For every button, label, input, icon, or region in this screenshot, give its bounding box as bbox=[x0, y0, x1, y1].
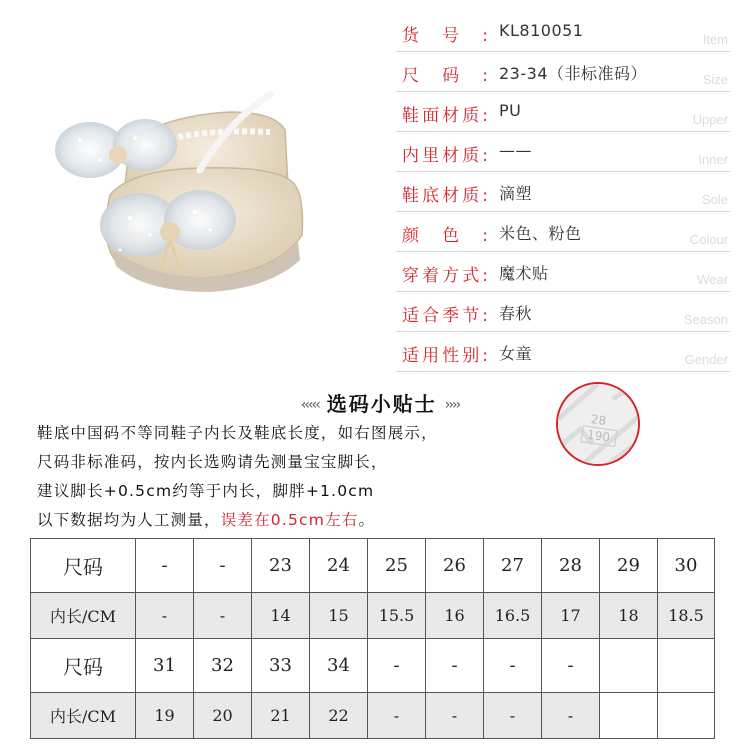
sole-closeup-image bbox=[556, 382, 640, 466]
spec-label: 尺码: bbox=[402, 66, 488, 86]
table-cell: 26 bbox=[426, 539, 484, 593]
spec-row-colour bbox=[396, 212, 730, 252]
table-cell: - bbox=[136, 593, 194, 639]
table-cell: - bbox=[368, 639, 426, 693]
tip-line-4-end: 。 bbox=[358, 511, 376, 529]
spec-row-sole bbox=[396, 172, 730, 212]
shoe-product-image bbox=[20, 20, 370, 350]
table-cell: - bbox=[542, 639, 600, 693]
tips-title bbox=[270, 388, 490, 417]
spec-value: 23-34（非标准码） bbox=[499, 64, 647, 83]
spec-value: —— bbox=[499, 141, 532, 160]
tip-line-3: 建议脚长+0.5cm约等于内长，脚胖+1.0cm bbox=[37, 482, 375, 500]
tip-line-4 bbox=[37, 508, 375, 530]
spec-label: 穿着方式: bbox=[402, 266, 488, 286]
table-row bbox=[31, 593, 715, 639]
table-cell: 23 bbox=[252, 539, 310, 593]
spec-english-label: Wear bbox=[697, 272, 728, 287]
spec-row-wear bbox=[396, 252, 730, 292]
table-cell: - bbox=[426, 639, 484, 693]
table-cell: 28 bbox=[542, 539, 600, 593]
sole-size-number: 28 bbox=[590, 412, 608, 429]
spec-english-label: Sole bbox=[701, 192, 728, 207]
spec-value: KL810051 bbox=[499, 21, 584, 40]
spec-row-season bbox=[396, 292, 730, 332]
table-cell: 30 bbox=[658, 539, 715, 593]
spec-value: 魔术贴 bbox=[499, 264, 549, 283]
spec-value: 滴塑 bbox=[499, 184, 533, 203]
spec-label: 货号: bbox=[402, 26, 488, 46]
spec-list bbox=[396, 12, 730, 372]
table-row bbox=[31, 639, 715, 693]
spec-value: 女童 bbox=[499, 344, 533, 363]
spec-value: PU bbox=[499, 101, 522, 120]
table-cell: 29 bbox=[600, 539, 658, 593]
table-cell: - bbox=[426, 693, 484, 739]
table-cell-empty bbox=[658, 639, 715, 693]
table-cell: - bbox=[194, 593, 252, 639]
table-cell: 20 bbox=[194, 693, 252, 739]
spec-row-inner bbox=[396, 132, 730, 172]
spec-english-label: Inner bbox=[698, 152, 728, 167]
spec-english-label: Colour bbox=[689, 232, 728, 247]
chevron-right-decoration: ›››› bbox=[444, 397, 460, 413]
spec-value: 米色、粉色 bbox=[499, 224, 582, 243]
tip-line-2: 尺码非标准码，按内长选购请先测量宝宝脚长， bbox=[37, 453, 388, 471]
table-cell: 32 bbox=[194, 639, 252, 693]
spec-label: 适用性别: bbox=[402, 346, 488, 366]
table-cell: 18 bbox=[600, 593, 658, 639]
tip-error-margin: 误差在0.5cm左右 bbox=[220, 511, 359, 529]
row-header: 尺码 bbox=[31, 539, 136, 593]
table-cell: 19 bbox=[136, 693, 194, 739]
spec-english-label: Gender bbox=[684, 352, 728, 367]
table-cell: - bbox=[194, 539, 252, 593]
sole-length-number: 190 bbox=[586, 427, 611, 445]
table-cell: - bbox=[136, 539, 194, 593]
spec-row-upper bbox=[396, 92, 730, 132]
table-row bbox=[31, 693, 715, 739]
spec-value: 春秋 bbox=[499, 304, 533, 323]
tip-line-4-text: 以下数据均为人工测量， bbox=[37, 511, 221, 529]
size-table bbox=[30, 538, 715, 739]
spec-row-size bbox=[396, 52, 730, 92]
table-cell: 27 bbox=[484, 539, 542, 593]
table-cell: 15 bbox=[310, 593, 368, 639]
table-cell: 15.5 bbox=[368, 593, 426, 639]
tips-title-text: 选码小贴士 bbox=[326, 392, 437, 416]
table-cell: 14 bbox=[252, 593, 310, 639]
table-row bbox=[31, 539, 715, 593]
spec-label: 鞋面材质: bbox=[402, 106, 488, 126]
table-cell: 18.5 bbox=[658, 593, 715, 639]
spec-english-label: Size bbox=[702, 72, 728, 87]
table-cell: 16 bbox=[426, 593, 484, 639]
table-cell: 33 bbox=[252, 639, 310, 693]
spec-row-gender bbox=[396, 332, 730, 372]
table-cell: - bbox=[484, 693, 542, 739]
table-cell-empty bbox=[658, 693, 715, 739]
spec-label: 适合季节: bbox=[402, 306, 488, 326]
spec-label: 内里材质: bbox=[402, 146, 488, 166]
table-cell: 31 bbox=[136, 639, 194, 693]
table-cell: 16.5 bbox=[484, 593, 542, 639]
table-cell: - bbox=[368, 693, 426, 739]
table-cell: 22 bbox=[310, 693, 368, 739]
spec-english-label: Item bbox=[702, 32, 728, 47]
table-cell: 24 bbox=[310, 539, 368, 593]
row-header: 内长/CM bbox=[31, 693, 136, 739]
table-cell-empty bbox=[600, 693, 658, 739]
row-header: 尺码 bbox=[31, 639, 136, 693]
spec-label: 鞋底材质: bbox=[402, 186, 488, 206]
spec-english-label: Season bbox=[683, 312, 728, 327]
table-cell: 17 bbox=[542, 593, 600, 639]
tip-line-1: 鞋底中国码不等同鞋子内长及鞋底长度，如右图展示， bbox=[37, 424, 438, 442]
spec-english-label: Upper bbox=[692, 112, 728, 127]
spec-label: 颜色: bbox=[402, 226, 488, 246]
chevron-left-decoration: ‹‹‹‹‹ bbox=[300, 397, 319, 413]
table-cell: - bbox=[542, 693, 600, 739]
table-cell: 21 bbox=[252, 693, 310, 739]
table-cell: 25 bbox=[368, 539, 426, 593]
table-cell: - bbox=[484, 639, 542, 693]
spec-row-item bbox=[396, 12, 730, 52]
table-cell-empty bbox=[600, 639, 658, 693]
table-cell: 34 bbox=[310, 639, 368, 693]
row-header: 内长/CM bbox=[31, 593, 136, 639]
